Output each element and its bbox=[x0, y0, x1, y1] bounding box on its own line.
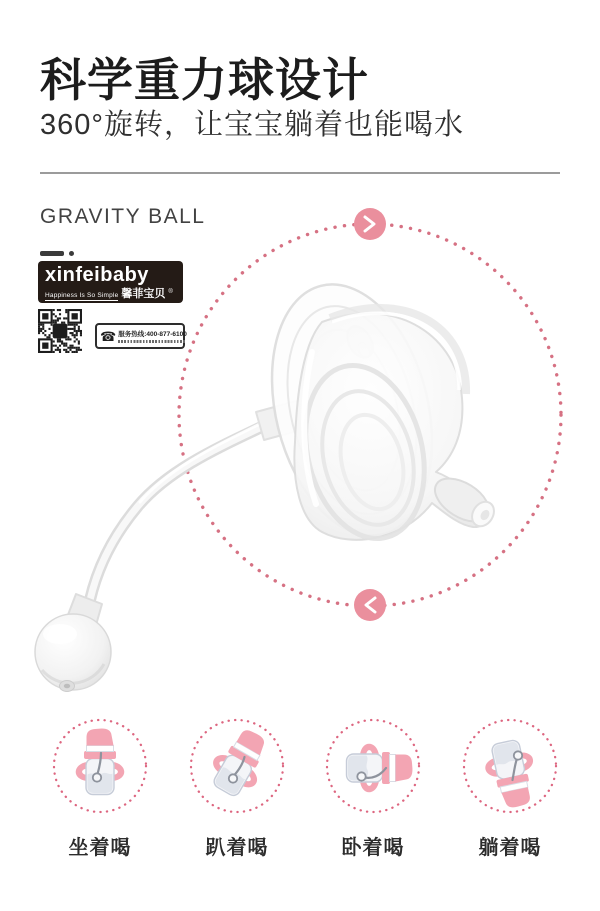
registered-trademark-icon: ® bbox=[168, 289, 173, 295]
position-item-sitting bbox=[32, 716, 168, 860]
position-label: 卧着喝 bbox=[341, 837, 405, 859]
gravity-ball bbox=[35, 594, 111, 692]
bottle-inverted-icon bbox=[460, 716, 560, 820]
position-item-reclining bbox=[305, 716, 441, 860]
page-title: 科学重力球设计 bbox=[40, 54, 369, 106]
position-item-lying bbox=[442, 716, 578, 860]
hotline-number: 服务热线:400-877-6100 bbox=[118, 331, 187, 339]
brand-tagline-en: Happiness Is So Simple bbox=[45, 292, 119, 299]
page-subtitle: 360°旋转，让宝宝躺着也能喝水 bbox=[40, 109, 464, 141]
position-label: 躺着喝 bbox=[478, 837, 542, 859]
position-label: 坐着喝 bbox=[68, 837, 132, 859]
drinking-positions-row bbox=[0, 716, 600, 876]
bottle-horizontal-icon bbox=[323, 716, 423, 820]
section-label: GRAVITY BALL bbox=[40, 205, 206, 228]
nipple-assembly bbox=[247, 267, 498, 552]
brand-tagline-cn: 馨菲宝贝 bbox=[121, 288, 166, 300]
rotation-arrow-bottom bbox=[354, 589, 386, 621]
hero-product-illustration bbox=[0, 180, 600, 710]
phone-icon: ☎ bbox=[100, 328, 117, 344]
bottle-tilted-icon bbox=[187, 716, 287, 820]
position-label: 趴着喝 bbox=[205, 837, 269, 859]
bottle-upright-icon bbox=[50, 716, 150, 820]
rotation-arrow-top bbox=[354, 208, 386, 240]
divider-line bbox=[40, 172, 560, 174]
brand-name-text: xinfeibaby bbox=[45, 264, 149, 286]
position-item-tummy bbox=[169, 716, 305, 860]
